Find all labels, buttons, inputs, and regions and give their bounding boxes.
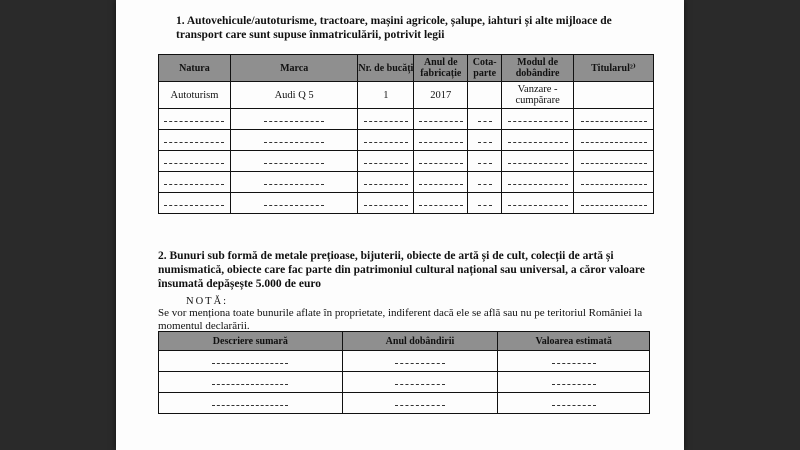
col-natura: Natura (159, 55, 231, 82)
section1-heading: 1. Autovehicule/autoturisme, tractoare, mașini agricole, șalupe, iahturi și alte mijloace de transport care sunt supuse înmatriculării, potrivit legii (176, 15, 612, 41)
table-row (159, 109, 654, 130)
col-valoarea: Valoarea estimată (498, 332, 650, 351)
note-title: NOTĂ: (186, 296, 229, 307)
vehicles-table-header (159, 55, 654, 82)
document-page (116, 0, 684, 450)
col-marca: Marca (230, 55, 357, 82)
cell-mod: Vanzare - cumpărare (502, 82, 574, 109)
table-row (159, 351, 650, 372)
section2-heading: 2. Bunuri sub formă de metale prețioase, bijuterii, obiecte de artă și de cult, colecții de artă și numismatică, obiecte care fac parte din patrimoniul cultural național sau universal, a căror valoare însumată depășește 5.000 de euro (158, 250, 645, 290)
table-row (159, 130, 654, 151)
col-modul-dobandire: Modul de dobândire (502, 55, 574, 82)
table-row (159, 372, 650, 393)
table-row (159, 151, 654, 172)
cell-cota (468, 82, 502, 109)
note-text: Se vor menționa toate bunurile aflate în proprietate, indiferent dacă ele se află sau nu pe teritoriul României la momentul declarării. (158, 307, 643, 332)
col-titularul: Titularul²⁾ (574, 55, 654, 82)
cell-an: 2017 (414, 82, 468, 109)
table-row (159, 193, 654, 214)
cell-natura: Autoturism (159, 82, 231, 109)
col-anul-fabricatie: Anul de fabricație (414, 55, 468, 82)
table-row (159, 172, 654, 193)
valuables-table-header (159, 332, 650, 351)
col-cota-parte: Cota-parte (468, 55, 502, 82)
table-row (159, 82, 654, 109)
valuables-table (158, 331, 650, 414)
vehicles-table (158, 54, 654, 214)
col-descriere: Descriere sumară (159, 332, 343, 351)
cell-titular (574, 82, 654, 109)
table-row (159, 393, 650, 414)
cell-nr: 1 (358, 82, 414, 109)
cell-marca: Audi Q 5 (230, 82, 357, 109)
col-anul-dobandirii: Anul dobândirii (342, 332, 498, 351)
col-nr-bucati: Nr. de bucăți (358, 55, 414, 82)
